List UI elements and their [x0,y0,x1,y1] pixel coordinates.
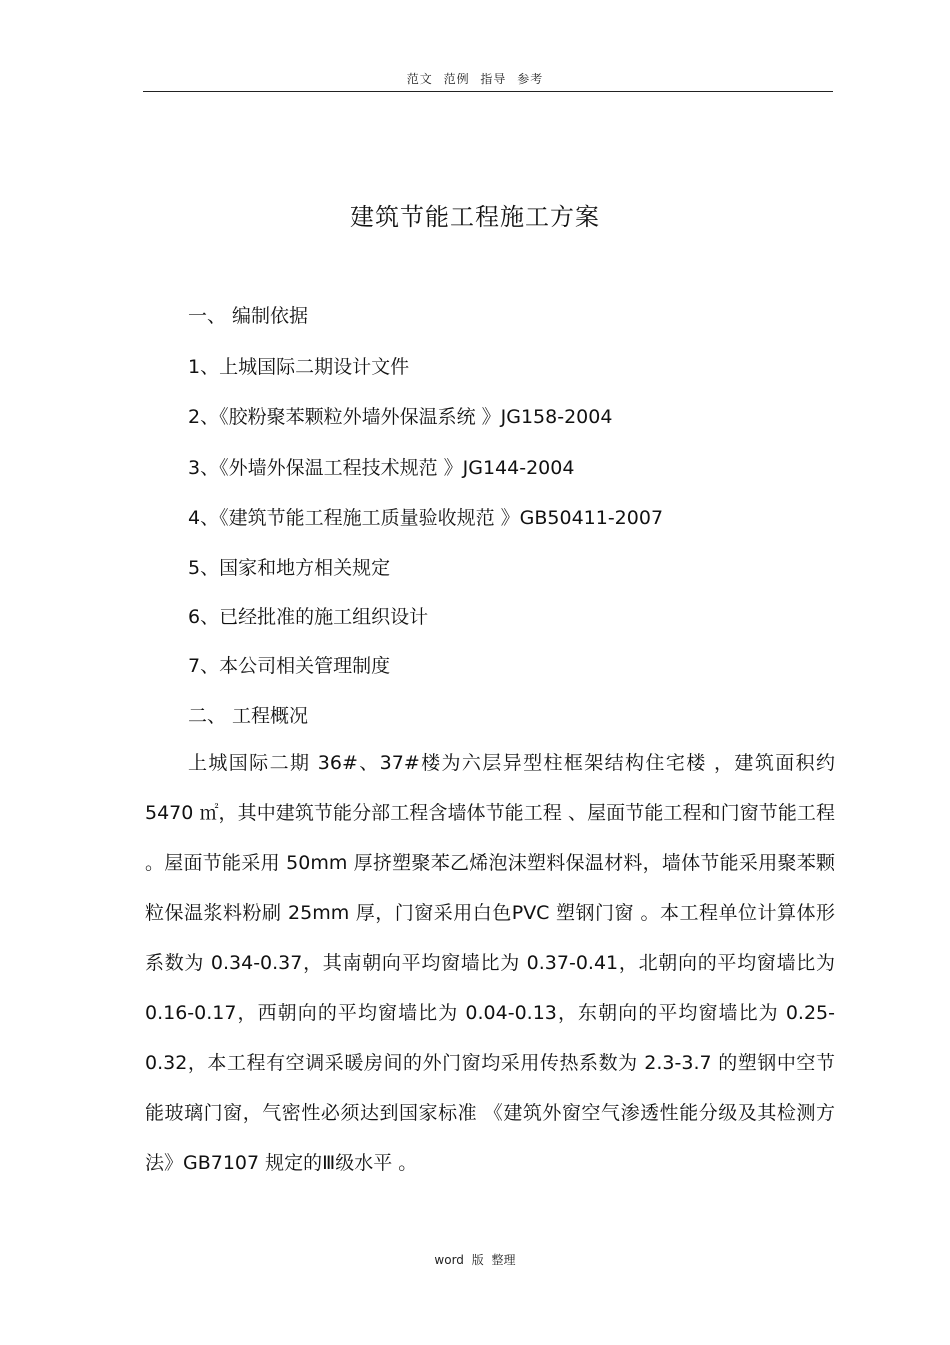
basis-item-5: 5、国家和地方相关规定 [188,557,391,579]
basis-item-3: 3、《外墙外保温工程技术规范 》JG144-2004 [188,457,575,479]
section1-heading: 一、 编制依据 [188,305,309,327]
basis-item-6: 6、已经批准的施工组织设计 [188,606,429,628]
basis-item-2: 2、《胶粉聚苯颗粒外墙外保温系统 》JG158-2004 [188,406,613,428]
basis-item-7: 7、本公司相关管理制度 [188,655,391,677]
header-divider [143,91,833,92]
section2-heading: 二、 工程概况 [188,705,309,727]
page-header: 范文 范例 指导 参考 [406,72,544,86]
project-overview-paragraph: 上城国际二期 36#、37#楼为六层异型柱框架结构住宅楼 ，建筑面积约 5470 ㎡，其中建筑节能分部工程含墙体节能工程 、屋面节能工程和门窗节能工程 。屋面节能采用 50mm 厚挤塑聚苯乙烯泡沫塑料保温材料，墙体节能采用聚苯颗粒保温浆料粉刷 25mm 厚，门窗采用白色PVC 塑钢门窗 。本工程单位计算体形系数为 0.34-0.37，其南朝向平均窗墙比为 0.37-0.41，北朝向的平均窗墙比为 0.16-0.17，西朝向的平均窗墙比为 0.04-0.13，东朝向的平均窗墙比为 0.25-0.32，本工程有空调采暖房间的外门窗均采用传热系数为 2.3-3.7 的塑钢中空节能玻璃门窗，气密性必须达到国家标准 《建筑外窗空气渗透性能分级及其检测方法》GB7107 规定的Ⅲ级水平 。 [145,752,835,1174]
basis-item-4: 4、《建筑节能工程施工质量验收规范 》GB50411-2007 [188,507,664,529]
basis-item-1: 1、上城国际二期设计文件 [188,356,410,378]
page-footer: word 版 整理 [434,1253,516,1267]
document-title: 建筑节能工程施工方案 [350,203,600,231]
